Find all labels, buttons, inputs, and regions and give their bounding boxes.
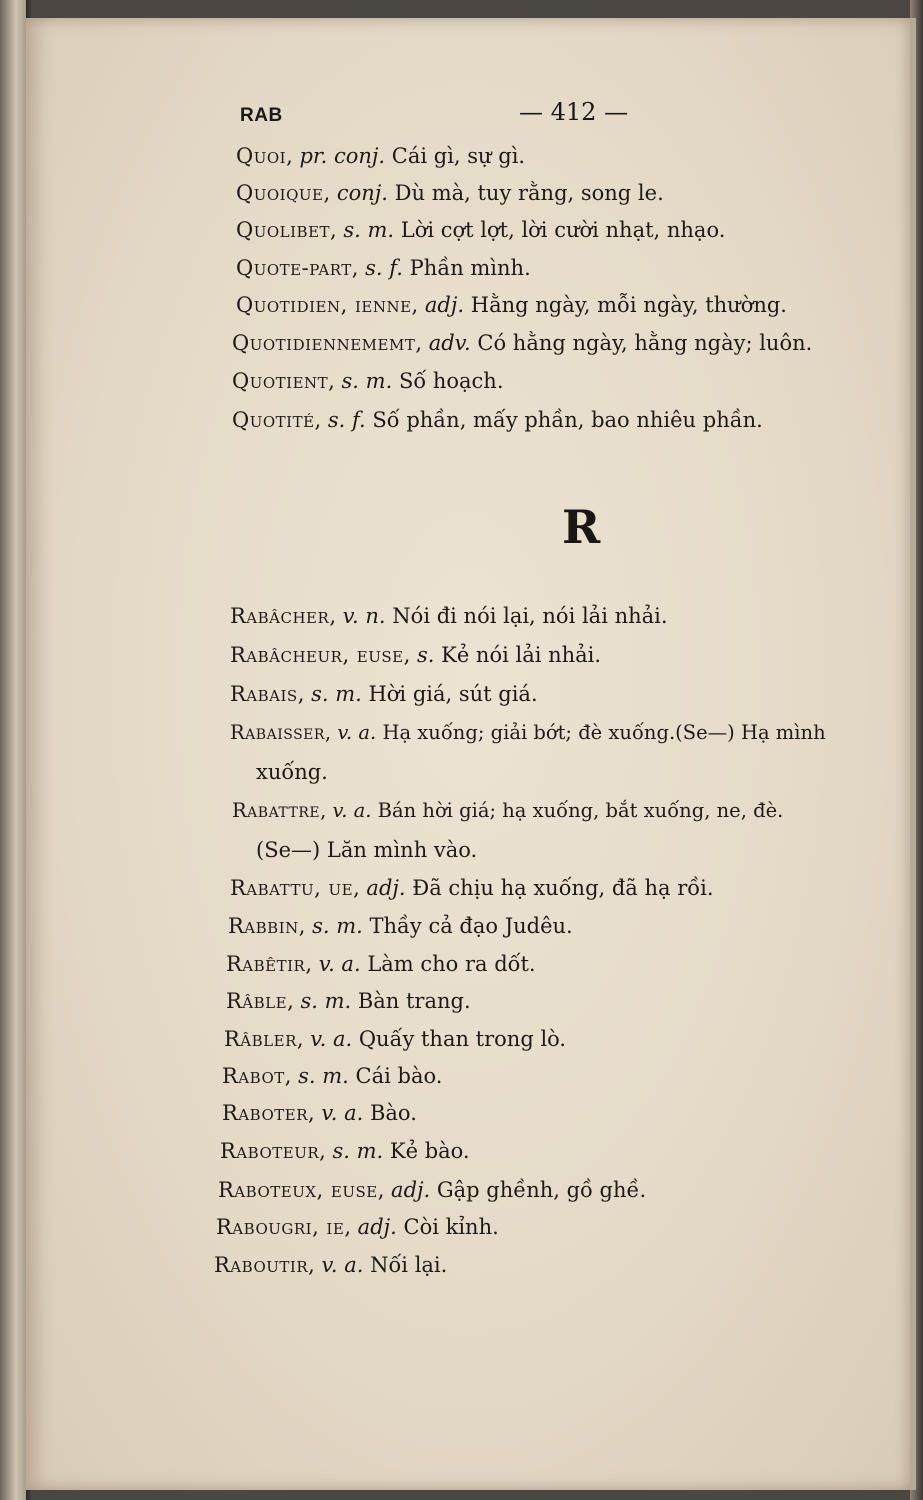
definition: Cái gì, sự gì. — [391, 144, 526, 168]
definition: Hạ xuống; giải bớt; đè xuống.(Se—) Hạ mình — [382, 721, 826, 744]
entry-quoi: Quoi, pr. conj. Cái gì, sự gì. — [236, 144, 526, 168]
grammar: adv. — [428, 331, 471, 355]
definition: Thầy cả đạo Judêu. — [369, 914, 573, 938]
grammar: adj. — [357, 1215, 397, 1239]
definition: Nối lại. — [370, 1253, 448, 1277]
headword: Rabais — [230, 682, 298, 706]
headword: Raboter — [222, 1101, 308, 1125]
definition: Dù mà, tuy rằng, song le. — [394, 181, 664, 205]
entry-rabbin: Rabbin, s. m. Thầy cả đạo Judêu. — [228, 914, 573, 938]
grammar: s. m. — [298, 1064, 349, 1088]
headword: Râble — [226, 989, 288, 1013]
grammar: s. f. — [327, 408, 366, 432]
grammar: v. a. — [337, 721, 377, 744]
headword: Rabbin — [228, 914, 299, 938]
entry-rabacheur: Rabâcheur, euse, s. Kẻ nói lải nhải. — [230, 643, 602, 667]
entry-rable: Râble, s. m. Bàn trang. — [226, 989, 471, 1013]
running-head: RAB — [240, 105, 283, 126]
grammar: s. f. — [365, 256, 403, 280]
grammar: pr. conj. — [299, 144, 386, 168]
definition: Hời giá, sút giá. — [368, 682, 538, 706]
page-number: — 412 — — [519, 98, 629, 126]
entry-rabougri: Rabougri, ie, adj. Còi kỉnh. — [216, 1215, 499, 1239]
definition: Bàn trang. — [357, 989, 471, 1013]
headword: Rabâcher — [230, 604, 330, 628]
grammar: v. a. — [321, 1253, 364, 1277]
definition: Đã chịu hạ xuống, đã hạ rồi. — [412, 876, 714, 900]
definition: Làm cho ra dốt. — [367, 952, 536, 976]
entry-rabacher: Rabâcher, v. n. Nói đi nói lại, nói lải nhải. — [230, 604, 668, 628]
headword: Rabâcheur, euse — [230, 643, 404, 667]
entry-quotidien: Quotidien, ienne, adj. Hằng ngày, mỗi ngày, thường. — [236, 293, 787, 317]
grammar: s. m. — [312, 914, 363, 938]
entry-rabaisser: Rabaisser, v. a. Hạ xuống; giải bớt; đè xuống.(Se—) Hạ mình — [230, 721, 826, 744]
grammar: v. a. — [310, 1027, 353, 1051]
headword: Quoi — [236, 144, 287, 168]
entry-rabattre-continuation: (Se—) Lăn mình vào. — [256, 838, 478, 862]
headword: Quote-part — [236, 256, 352, 280]
entry-raboteur: Raboteur, s. m. Kẻ bào. — [220, 1139, 470, 1163]
grammar: s. m. — [311, 682, 362, 706]
grammar: v. a. — [321, 1101, 364, 1125]
entry-quotidiennememt: Quotidiennememt, adv. Có hằng ngày, hằng ngày; luôn. — [232, 331, 813, 355]
headword: Quotient — [232, 369, 329, 393]
entry-rabaisser-continuation: xuống. — [256, 760, 328, 784]
definition: Hằng ngày, mỗi ngày, thường. — [470, 293, 787, 317]
definition: Kẻ nói lải nhải. — [441, 643, 602, 667]
entry-rabot: Rabot, s. m. Cái bào. — [222, 1064, 443, 1088]
headword: Rabattre — [232, 799, 321, 822]
grammar: v. a. — [318, 952, 361, 976]
headword: Raboteux, euse — [218, 1178, 378, 1202]
entry-rabattre: Rabattre, v. a. Bán hời giá; hạ xuống, bắt xuống, ne, đè. — [232, 799, 784, 822]
definition: Có hằng ngày, hằng ngày; luôn. — [477, 331, 813, 355]
grammar: s. m. — [343, 218, 395, 242]
definition: Gập ghềnh, gồ ghề. — [436, 1178, 647, 1202]
entry-quote-part: Quote-part, s. f. Phần mình. — [236, 256, 531, 280]
headword: Quotité — [232, 408, 315, 432]
definition: Phần mình. — [409, 256, 531, 280]
headword: Quotidien, ienne — [236, 293, 412, 317]
entry-quoique: Quoique, conj. Dù mà, tuy rằng, song le. — [236, 181, 664, 205]
definition: Bào. — [369, 1101, 417, 1125]
grammar: adj. — [424, 293, 465, 317]
headword: Rabêtir — [226, 952, 306, 976]
entry-rabattu: Rabattu, ue, adj. Đã chịu hạ xuống, đã hạ rồi. — [230, 876, 714, 900]
entry-rabler: Râbler, v. a. Quấy than trong lò. — [224, 1027, 567, 1051]
section-letter: R — [562, 500, 601, 554]
headword: Rabattu, ue — [230, 876, 354, 900]
definition: Cái bào. — [355, 1064, 443, 1088]
headword: Raboutir — [214, 1253, 309, 1277]
headword: Quolibet — [236, 218, 331, 242]
headword: Rabot — [222, 1064, 285, 1088]
grammar: v. n. — [342, 604, 386, 628]
headword: Raboteur — [220, 1139, 320, 1163]
headword: Rabougri, ie — [216, 1215, 345, 1239]
entry-rabais: Rabais, s. m. Hời giá, sút giá. — [230, 682, 538, 706]
entry-quotite: Quotité, s. f. Số phần, mấy phần, bao nhiêu phần. — [232, 408, 763, 432]
definition: Quấy than trong lò. — [358, 1027, 567, 1051]
grammar: s. — [416, 643, 435, 667]
headword: Rabaisser — [230, 721, 325, 744]
headword: Râbler — [224, 1027, 297, 1051]
definition: Kẻ bào. — [389, 1139, 470, 1163]
entry-raboteux: Raboteux, euse, adj. Gập ghềnh, gồ ghề. — [218, 1178, 647, 1202]
grammar: conj. — [336, 181, 388, 205]
entry-quotient: Quotient, s. m. Số hoạch. — [232, 369, 504, 393]
definition: Còi kỉnh. — [403, 1215, 499, 1239]
entry-raboutir: Raboutir, v. a. Nối lại. — [214, 1253, 448, 1277]
definition: Số hoạch. — [398, 369, 504, 393]
grammar: adj. — [366, 876, 406, 900]
grammar: adj. — [391, 1178, 431, 1202]
definition: Nói đi nói lại, nói lải nhải. — [392, 604, 668, 628]
grammar: v. a. — [332, 799, 372, 822]
definition: Lời cợt lợt, lời cười nhạt, nhạo. — [400, 218, 726, 242]
definition: Bán hời giá; hạ xuống, bắt xuống, ne, đè. — [377, 799, 784, 822]
book-spine — [0, 0, 26, 1500]
definition: Số phần, mấy phần, bao nhiêu phần. — [372, 408, 763, 432]
grammar: s. m. — [341, 369, 393, 393]
entry-raboter: Raboter, v. a. Bào. — [222, 1101, 417, 1125]
entry-quolibet: Quolibet, s. m. Lời cợt lợt, lời cười nhạt, nhạo. — [236, 218, 726, 242]
headword: Quotidiennememt — [232, 331, 416, 355]
grammar: s. m. — [300, 989, 352, 1013]
entry-rabetir: Rabêtir, v. a. Làm cho ra dốt. — [226, 952, 536, 976]
headword: Quoique — [236, 181, 324, 205]
grammar: s. m. — [332, 1139, 384, 1163]
